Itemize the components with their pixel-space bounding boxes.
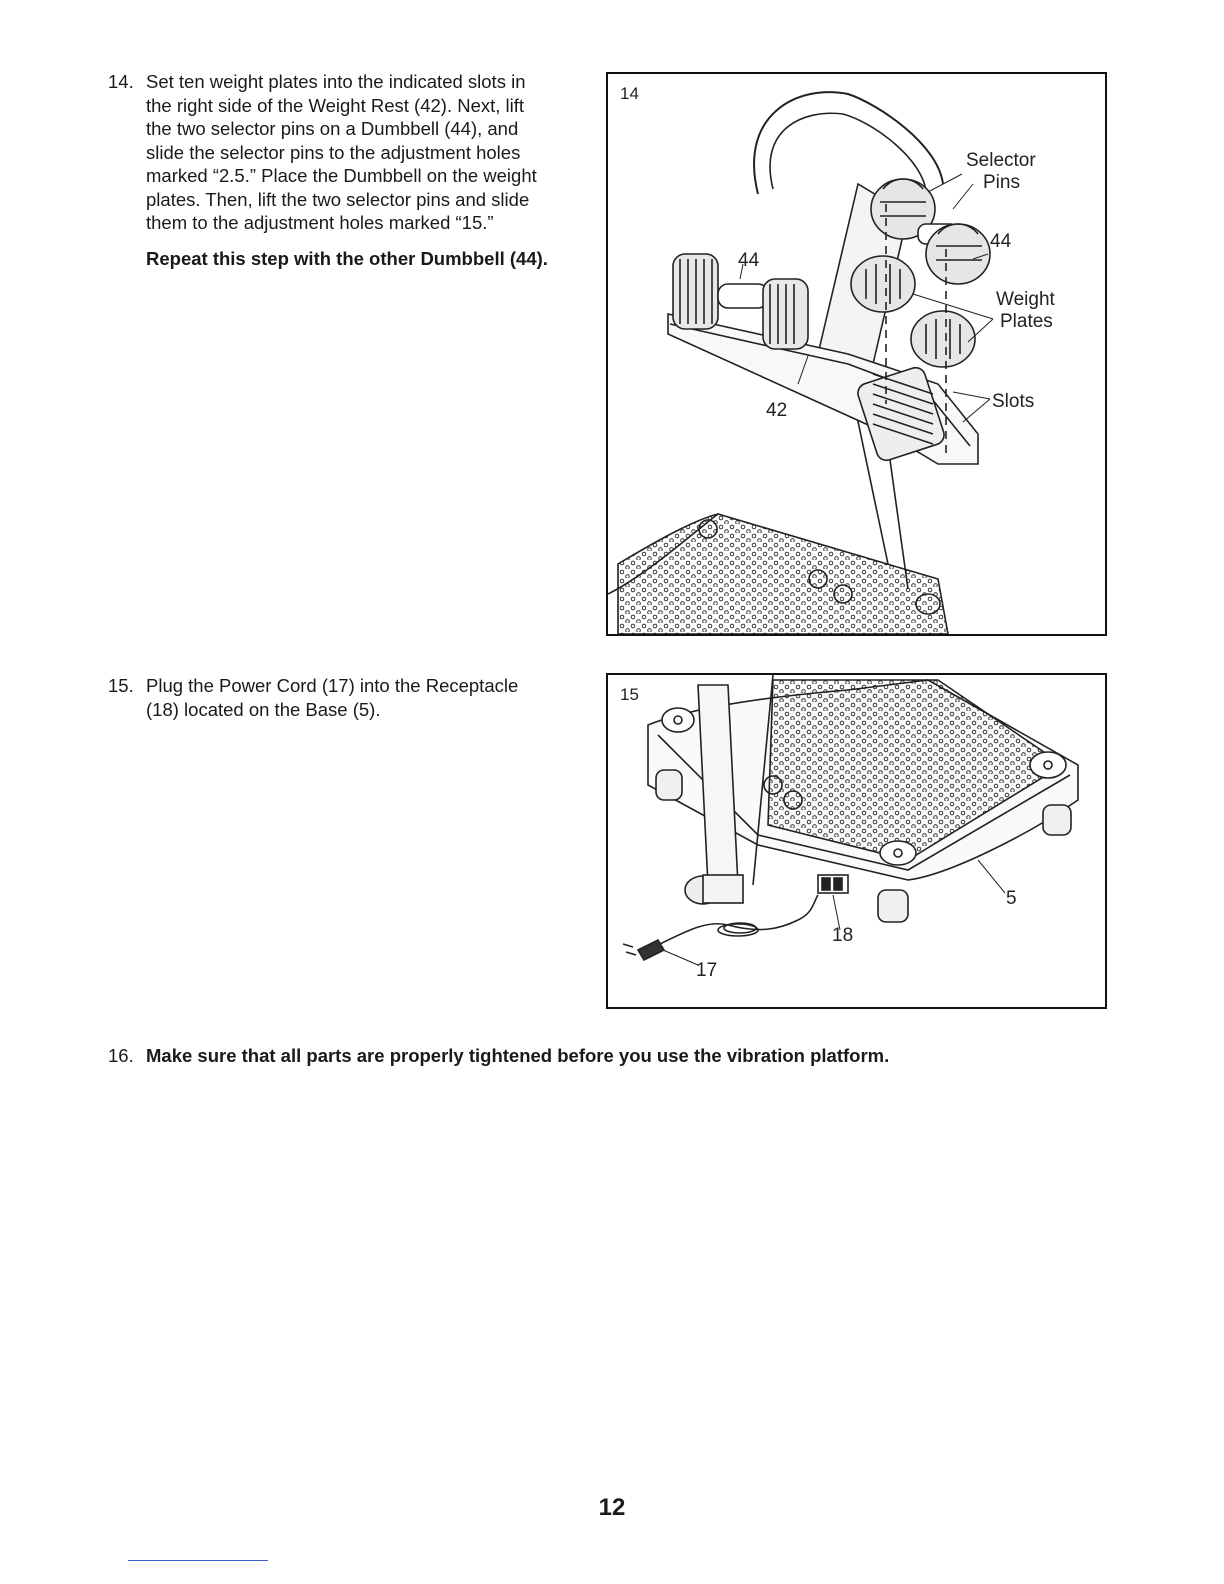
step-line: the two selector pins on a Dumbbell (44), and bbox=[146, 118, 519, 139]
callout-weight: Weight bbox=[996, 289, 1055, 310]
step-line: Set ten weight plates into the indicated slots in bbox=[146, 71, 526, 92]
step-emphasis: Repeat this step with the other Dumbbell (44). bbox=[146, 247, 548, 269]
page-number: 12 bbox=[598, 1494, 626, 1521]
figure-number: 15 bbox=[620, 685, 639, 704]
step-line: marked “2.5.” Place the Dumbbell on the weight bbox=[146, 165, 537, 186]
step-text bbox=[146, 674, 518, 721]
figure-15-drawing bbox=[608, 675, 1105, 1007]
step-text bbox=[146, 70, 548, 270]
callout-weight-rest: 42 bbox=[766, 400, 788, 421]
step-line: Plug the Power Cord (17) into the Receptacle bbox=[146, 675, 519, 696]
step-number: 16. bbox=[108, 1045, 134, 1066]
callout-pins: Pins bbox=[983, 172, 1020, 193]
callout-plates: Plates bbox=[1000, 311, 1053, 332]
callout-base: 5 bbox=[1006, 888, 1017, 909]
step-line: slide the selector pins to the adjustment holes bbox=[146, 141, 521, 163]
callout-selector: Selector bbox=[966, 150, 1036, 171]
figure-15 bbox=[606, 673, 1107, 1009]
step-line: the right side of the Weight Rest (42). Next, lift bbox=[146, 94, 525, 116]
figure-14 bbox=[606, 72, 1107, 636]
callout-dumbbell-right: 44 bbox=[990, 231, 1012, 252]
step-line: plates. Then, lift the two selector pins and slide bbox=[146, 188, 530, 210]
callout-dumbbell-left: 44 bbox=[738, 250, 760, 271]
step-line: them to the adjustment holes marked “15.” bbox=[146, 212, 494, 233]
step-emphasis: Make sure that all parts are properly tightened before you use the vibration platform. bbox=[146, 1045, 890, 1066]
callout-receptacle: 18 bbox=[832, 925, 854, 946]
callout-slots: Slots bbox=[992, 391, 1035, 412]
step-number: 15. bbox=[108, 675, 134, 696]
callout-power-cord: 17 bbox=[696, 960, 718, 981]
figure-number: 14 bbox=[620, 84, 639, 103]
step-number: 14. bbox=[108, 71, 134, 92]
step-line: (18) located on the Base (5). bbox=[146, 698, 381, 720]
footer-rule bbox=[128, 1560, 268, 1561]
